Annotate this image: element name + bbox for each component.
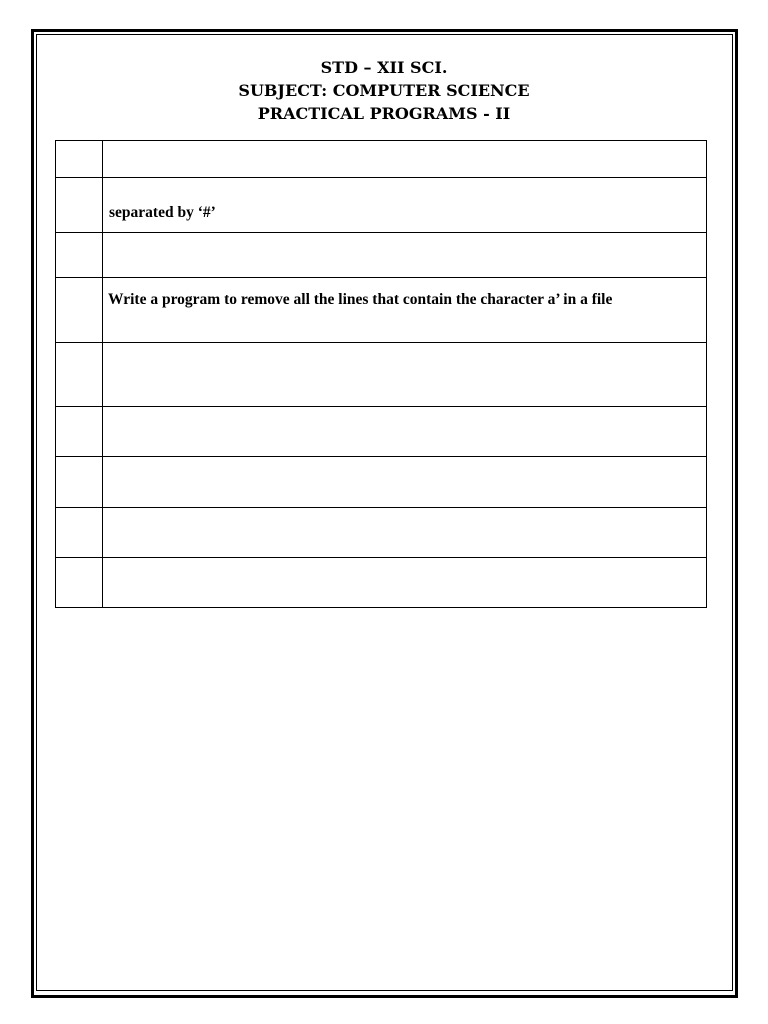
- programs-table: [55, 140, 707, 608]
- table-row: [56, 278, 707, 343]
- table-row: [56, 508, 707, 558]
- table-row: [56, 407, 707, 457]
- table-row: [56, 457, 707, 508]
- row-number-cell: [56, 558, 103, 608]
- program-cell: [103, 178, 707, 233]
- program-cell: [103, 558, 707, 608]
- row-number-cell: [56, 508, 103, 558]
- row-number-cell: [56, 278, 103, 343]
- row-number-cell: [56, 178, 103, 233]
- table-row: [56, 343, 707, 407]
- row-number-cell: [56, 141, 103, 178]
- subject-line: SUBJECT: COMPUTER SCIENCE: [238, 81, 530, 100]
- program-text: Write a program to remove all the lines that contain the character a’ in a file: [108, 291, 613, 308]
- program-text: separated by ‘#’: [109, 204, 216, 221]
- row-number-cell: [56, 233, 103, 278]
- program-cell: [103, 508, 707, 558]
- table-row: [56, 558, 707, 608]
- program-cell: [103, 343, 707, 407]
- program-cell: [103, 407, 707, 457]
- program-cell: [103, 233, 707, 278]
- row-number-cell: [56, 407, 103, 457]
- table-row: [56, 178, 707, 233]
- program-cell: [103, 457, 707, 508]
- program-cell: [103, 141, 707, 178]
- title-line: PRACTICAL PROGRAMS - II: [257, 104, 511, 123]
- document-header: [0, 56, 768, 125]
- standard-line: STD – XII SCI.: [320, 58, 448, 77]
- table-row: [56, 141, 707, 178]
- row-number-cell: [56, 457, 103, 508]
- row-number-cell: [56, 343, 103, 407]
- table-row: [56, 233, 707, 278]
- program-cell: [103, 278, 707, 343]
